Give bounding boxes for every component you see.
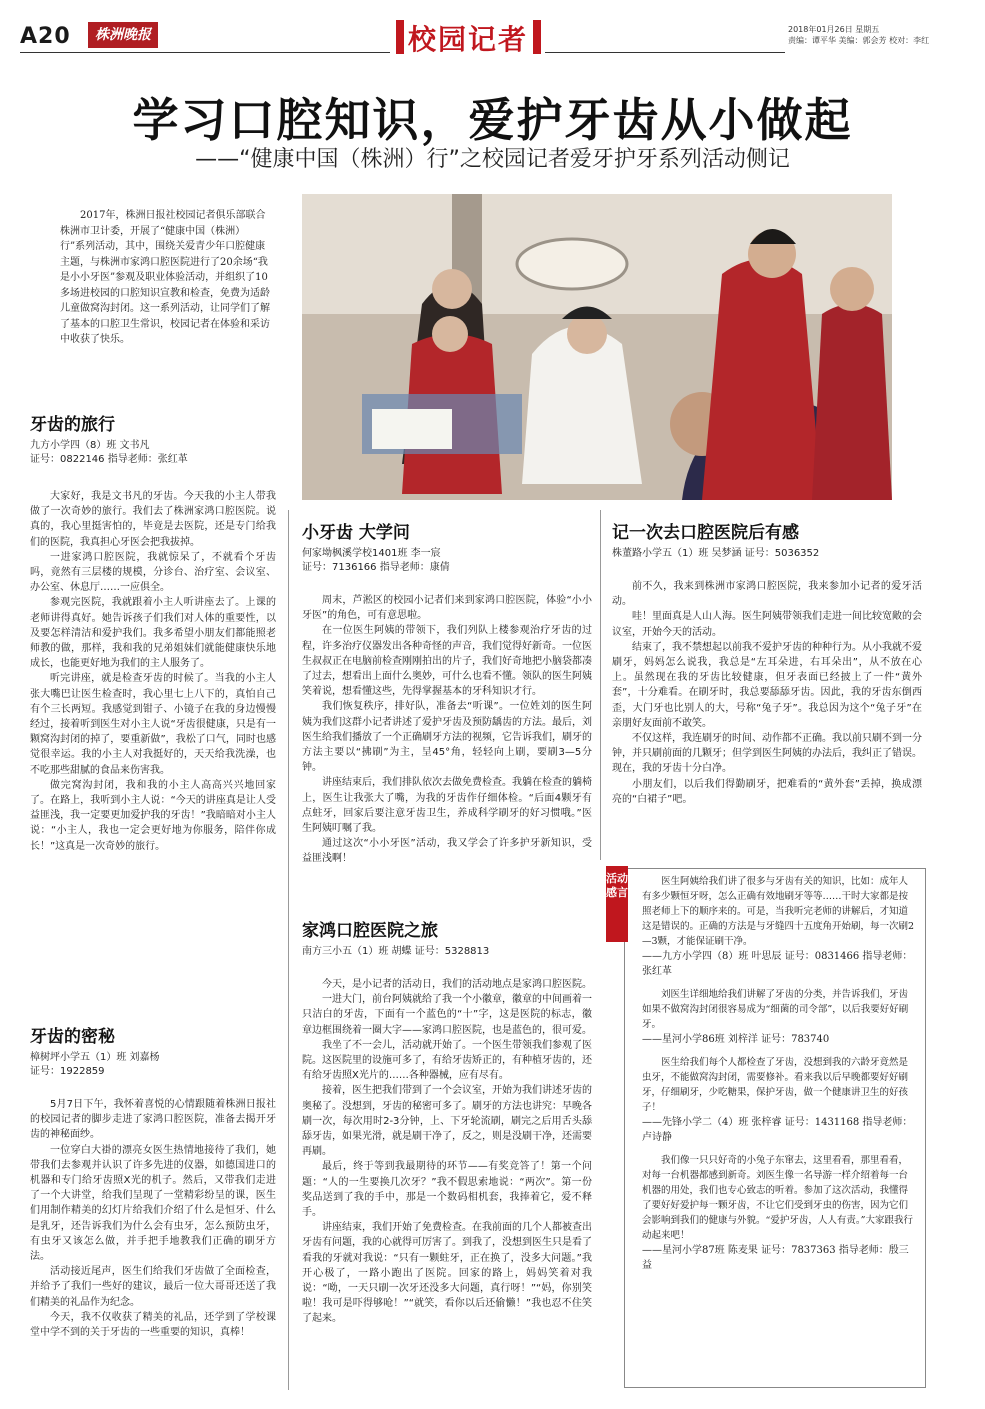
article-tooth-secret	[30, 1022, 276, 1340]
review-item	[642, 1153, 916, 1273]
review-item	[642, 987, 916, 1047]
article-school: 何家坳枫溪学校1401班 李一宸	[302, 548, 441, 559]
paragraph: 周末，芦淞区的校园小记者们来到家鸿口腔医院，体验“小小牙医”的角色，可有意思啦。	[302, 595, 592, 622]
paragraph: 大家好，我是文书凡的牙齿。今天我的小主人带我做了一次奇妙的旅行。我们去了株洲家鸿口腔医院。说真的，我心里挺害怕的，毕竟是去医院，还是专门给我们的医院，我真担心牙医会把我拔掉。	[30, 491, 276, 548]
review-text: 我们像一只只好奇的小兔子东窜去，这里看看，那里看看，对每一台机器都感到新奇。刘医生像一名导游一样介绍着每一台机器的用处，我们也专心致志的听着。参加了这次活动，我懂得了要好好爱护每一颗牙齿，不让它们受到牙虫的伤害，因为它们会影响到我们的健康与外貌。“爱护牙齿，人人有责。”大家跟我行动起来吧！	[642, 1155, 913, 1241]
article-body	[30, 1097, 276, 1340]
paragraph: 今天，是小记者的活动日，我们的活动地点是家鸿口腔医院。	[322, 979, 592, 990]
article-school: 株董路小学五（1）班 吴梦涵	[612, 548, 742, 559]
paragraph: 一位穿白大褂的漂亮女医生热情地接待了我们，她带我们去参观并认识了许多先进的仪器，如德国进口的机器和专门给牙齿照X光的机子。然后，又带我们走进了一个大讲堂，给我们呈现了一堂精彩纷呈的课，医生们用制作精美的幻灯片给我们介绍了什么是恒牙、什么是乳牙，还告诉我们为什么会有虫牙，怎么预防虫牙，有虫牙又该怎么做，并手把手地教我们正确的刷牙方法。	[30, 1144, 276, 1263]
review-text: 医生阿姨给我们讲了很多与牙齿有关的知识，比如：成年人有多少颗恒牙呀，怎么正确有效地刷牙等等……干时大家都是按照老师上下的顺序来的。可是，当我听完老师的讲解后，才知道这是错误的。正确的方法是与牙缝四十五度角开始刷，每一次刷2—3颗，才能保证刷干净。	[642, 876, 915, 947]
article-hospital-thoughts	[612, 518, 922, 807]
activity-reviews-tag: 活动感言	[606, 866, 628, 942]
article-title: 小牙齿 大学问	[302, 523, 410, 543]
paragraph: 听完讲座，就是检查牙齿的时候了。当我的小主人张大嘴巴让医生检查时，我心里七上八下的，真怕自己有个三长两短。我感觉到钳子、小镜子在我的身边慢慢经过，接着听到医生对小主人说“牙齿很健康，只是有一颗窝沟封闭的掉了，要重新做”，我松了口气，同时也感觉很幸运。我的小主人对我挺好的，天天给我洗澡，也不吃那些甜腻的食品来伤害我。	[30, 673, 276, 776]
paragraph: 我坐了不一会儿，活动就开始了。一个医生带领我们参观了医院。这医院里的设施可多了，有给牙齿矫正的，有种植牙齿的，还有给牙齿照X光片的……各种器械，应有尽有。	[302, 1039, 592, 1082]
article-title: 牙齿的旅行	[30, 415, 115, 435]
editors-line: 责编：谭平华 美编：郭会芳 校对：李红	[788, 36, 930, 45]
article-school: 九方小学四（8）班 文书凡	[30, 440, 150, 451]
article-cert: 证号：7136166 指导老师：康倩	[302, 562, 450, 573]
review-item	[642, 874, 916, 979]
review-text: 刘医生详细地给我们讲解了牙齿的分类，并告诉我们，牙齿如果不做窝沟封闭很容易成为“细菌的司令部”，以后我要好好刷牙。	[642, 989, 909, 1030]
review-text: 医生给我们每个人都检查了牙齿，没想到我的六龄牙竟然是虫牙，不能做窝沟封闭，需要修补。看来我以后早晚都要好好刷牙，仔细刷牙，少吃糖果，保护牙齿，做一个健康讲卫生的好孩子！	[642, 1057, 909, 1113]
review-signature: ——星河小学86班 刘梓洋 证号：783740	[642, 1034, 830, 1045]
paragraph: 接着，医生把我们带到了一个会议室，开始为我们讲述牙齿的奥秘了。没想到，牙齿的秘密可多了。刷牙的方法也讲究：早晚各刷一次，每次用时2-3分钟，上、下牙轮流刷，刷完之后用舌头舔舔牙齿，如果光滑，就是刷干净了，反之，则是没刷干净，还需要再刷。	[302, 1085, 592, 1158]
column-divider	[600, 510, 601, 860]
paragraph: 不仅这样，我连刷牙的时间、动作都不正确。我以前只刷不到一分钟，并只刷前面的几颗牙；但学到医生阿姨的办法后，我纠正了错误。现在，我的牙齿十分白净。	[612, 733, 922, 775]
article-cert: 证号：0822146 指导老师：张红革	[30, 454, 188, 465]
headline: 学习口腔知识，爱护牙齿从小做起	[132, 93, 853, 147]
masthead-meta	[788, 24, 978, 46]
paragraph: 哇！里面真是人山人海。医生阿姨带领我们走进一间比较宽敞的会议室，开始今天的活动。	[612, 611, 922, 638]
section-bar-left	[396, 20, 404, 54]
paragraph: 参观完医院，我就跟着小主人听讲座去了。上课的老师讲得真好。她告诉孩子们我们对人体的重要性，以及要怎样清洁和爱护我们。我多希望小朋友们都能照老师教的做，那样，我和我的兄弟姐妹们就能健康快乐地成长，也能更好地为我们的主人服务了。	[30, 597, 276, 670]
article-title: 记一次去口腔医院后有感	[612, 523, 799, 543]
article-small-teeth	[302, 518, 592, 867]
article-body	[612, 579, 922, 807]
paragraph: 讲座结束，我们开始了免费检查。在我前面的几个人都被查出牙齿有问题，我的心就得可厉害了。到我了，没想到医生只是看了看我的牙就对我说：“只有一颗蛀牙，正在换了，没多大问题。”我开心极了，一路小跑出了医院。回家的路上，妈妈笑着对我说：“呦，一天只刷一次牙还没多大问题，真行呀！”“妈，你别笑啦！我可是吓得够呛！”“就笑，看你以后还偷懒！”我也忍不住笑了起来。	[302, 1222, 592, 1325]
paragraph: 一进大门，前台阿姨就给了我一个小徽章，徽章的中间画着一只洁白的牙齿，下面有一个蓝色的“十”字，这是医院的标志，徽章边框围绕着一圈大字——家鸿口腔医院，也是蓝色的，很可爱。	[302, 994, 592, 1036]
intro-paragraph: 2017年，株洲日报社校园记者俱乐部联合株洲市卫计委，开展了“健康中国（株洲）行”系列活动，其中，围绕关爱青少年口腔健康主题，与株洲市家鸿口腔医院进行了20余场“我是小小牙医”参观及职业体验活动，并组织了10多场进校园的口腔知识宣教和检查，免费为适龄儿童做窝沟封闭。这一系列活动，让同学们了解了基本的口腔卫生常识，校园记者在体验和采访中收获了快乐。	[60, 210, 270, 345]
paragraph: 做完窝沟封闭，我和我的小主人高高兴兴地回家了。在路上，我听到小主人说：“今天的讲座真是让人受益匪浅，我一定要更加爱护我的牙齿！”我暗暗对小主人说：“小主人，我也一定会更好地为你服务，陪伴你成长！”这真是一次奇妙的旅行。	[30, 779, 276, 852]
paragraph: 前不久，我来到株洲市家鸿口腔医院，我来参加小记者的爱牙活动。	[612, 581, 922, 608]
masthead-rule-left	[20, 52, 390, 53]
paragraph: 活动接近尾声，医生们给我们牙齿做了全面检查，并给予了我们一些好的建议，最后一位大哥哥还送了我们精美的礼品作为纪念。	[30, 1266, 276, 1308]
paragraph: 今天，我不仅收获了精美的礼品，还学到了学校课堂中学不到的关于牙齿的一些重要的知识，真棒！	[30, 1311, 276, 1339]
paragraph: 最后，终于等到我最期待的环节——有奖竞答了！第一个问题：“人的一生要换几次牙？”我不假思索地说：“两次”。第一份奖品送到了我的手中，那是一个数码相机套，我捧着它，爱不释手。	[302, 1161, 592, 1219]
article-cert: 证号：1922859	[30, 1066, 105, 1077]
article-cert: 证号：5036352	[744, 548, 820, 559]
review-signature: ——九方小学四（8）班 叶思辰 证号：0831466 指导老师：张红革	[642, 951, 913, 977]
article-school: 樟树坪小学五（1）班 刘嘉杨	[30, 1052, 160, 1063]
date-line: 2018年01月26日 星期五	[788, 25, 880, 34]
subheadline: ——“健康中国（株洲）行”之校园记者爱牙护牙系列活动侧记	[195, 147, 790, 172]
paragraph: 小朋友们，以后我们得勤刷牙，把难看的“黄外套”丢掉，换成漂亮的“白裙子”吧。	[612, 778, 922, 805]
article-title: 牙齿的密秘	[30, 1027, 115, 1047]
article-school: 南方三小五（1）班 胡蝶	[302, 946, 412, 957]
article-body	[30, 489, 276, 854]
activity-reviews-list	[642, 874, 916, 1273]
paragraph: 讲座结束后，我们排队依次去做免费检查。我躺在检查的躺椅上，医生让我张大了嘴，为我的牙齿作仔细体检。“后面4颗牙有点蛀牙，回家后要注意牙齿卫生，养成科学刷牙的好习惯哦。”医生阿姨叮嘱了我。	[302, 777, 592, 835]
column-divider	[288, 510, 289, 1390]
paragraph: 5月7日下午，我怀着喜悦的心情跟随着株洲日报社的校园记者的脚步走进了家鸿口腔医院，准备去揭开牙齿的神秘面纱。	[30, 1099, 276, 1141]
article-hospital-trip	[302, 916, 592, 1327]
review-signature: ——先锋小学二（4）班 张梓睿 证号：1431168 指导老师：卢诗静	[642, 1117, 913, 1143]
page-number: A20	[20, 24, 71, 49]
paragraph: 在一位医生阿姨的带领下，我们列队上楼参观治疗牙齿的过程，许多治疗仪器发出各种奇怪的声音，我们觉得好新奇。一位医生叔叔正在电脑前检查刚刚拍出的片子，我们好奇地把小脑袋都凑了过去，想看出上面什么奥妙，可什么也看不懂。领队的医生阿姨笑着说，想看懂这些，先得掌握基本的牙科知识才行。	[302, 625, 592, 698]
dental-checkup-photo	[302, 194, 892, 500]
paragraph: 通过这次“小小牙医”活动，我又学会了许多护牙新知识，受益匪浅啊！	[302, 838, 592, 865]
paragraph: 一进家鸿口腔医院，我就惊呆了，不就看个牙齿吗，竟然有三层楼的规模，分诊台、治疗室、会议室、办公室、休息厅……一应俱全。	[30, 551, 276, 594]
article-school-cert	[612, 547, 922, 561]
paragraph: 结束了，我不禁想起以前我不爱护牙齿的种种行为。从小我就不爱刷牙，妈妈怎么说我，我总是“左耳朵进，右耳朵出”，从不放在心上。虽然现在我的牙齿比较健康，但牙表面已经披上了一件“黄外套”，十分难看。在刷牙时，我总要舔舔牙齿。因此，我的牙齿东倒西歪，大门牙也比别人的大，号称“兔子牙”。我总因为这个“兔子牙”在亲朋好友面前不敢笑。	[612, 641, 922, 729]
photo-illustration	[302, 194, 892, 500]
article-body	[302, 977, 592, 1327]
review-item	[642, 1055, 916, 1145]
article-school-cert	[302, 945, 592, 959]
paper-logo: 株洲晚报	[88, 22, 158, 48]
article-body	[302, 593, 592, 867]
section-title: 校园记者	[408, 23, 529, 56]
review-signature: ——星河小学87班 陈麦果 证号：7837363 指导老师：殷三益	[642, 1245, 909, 1271]
section-bar-right	[533, 20, 541, 54]
article-title: 家鸿口腔医院之旅	[302, 921, 438, 941]
article-tooth-travel	[30, 410, 276, 854]
paragraph: 我们恢复秩序，排好队，准备去“听课”。一位姓刘的医生阿姨为我们这群小记者讲述了爱护牙齿及预防龋齿的方法。最后，刘医生给我们播放了一个正确刷牙方法的视频，它告诉我们，刷牙的方法主要以“拂刷”为主，呈45°角，轻轻向上刷，要刷3—5分钟。	[302, 701, 592, 774]
masthead-rule-right	[545, 52, 785, 53]
article-cert: 证号：5328813	[414, 946, 490, 957]
